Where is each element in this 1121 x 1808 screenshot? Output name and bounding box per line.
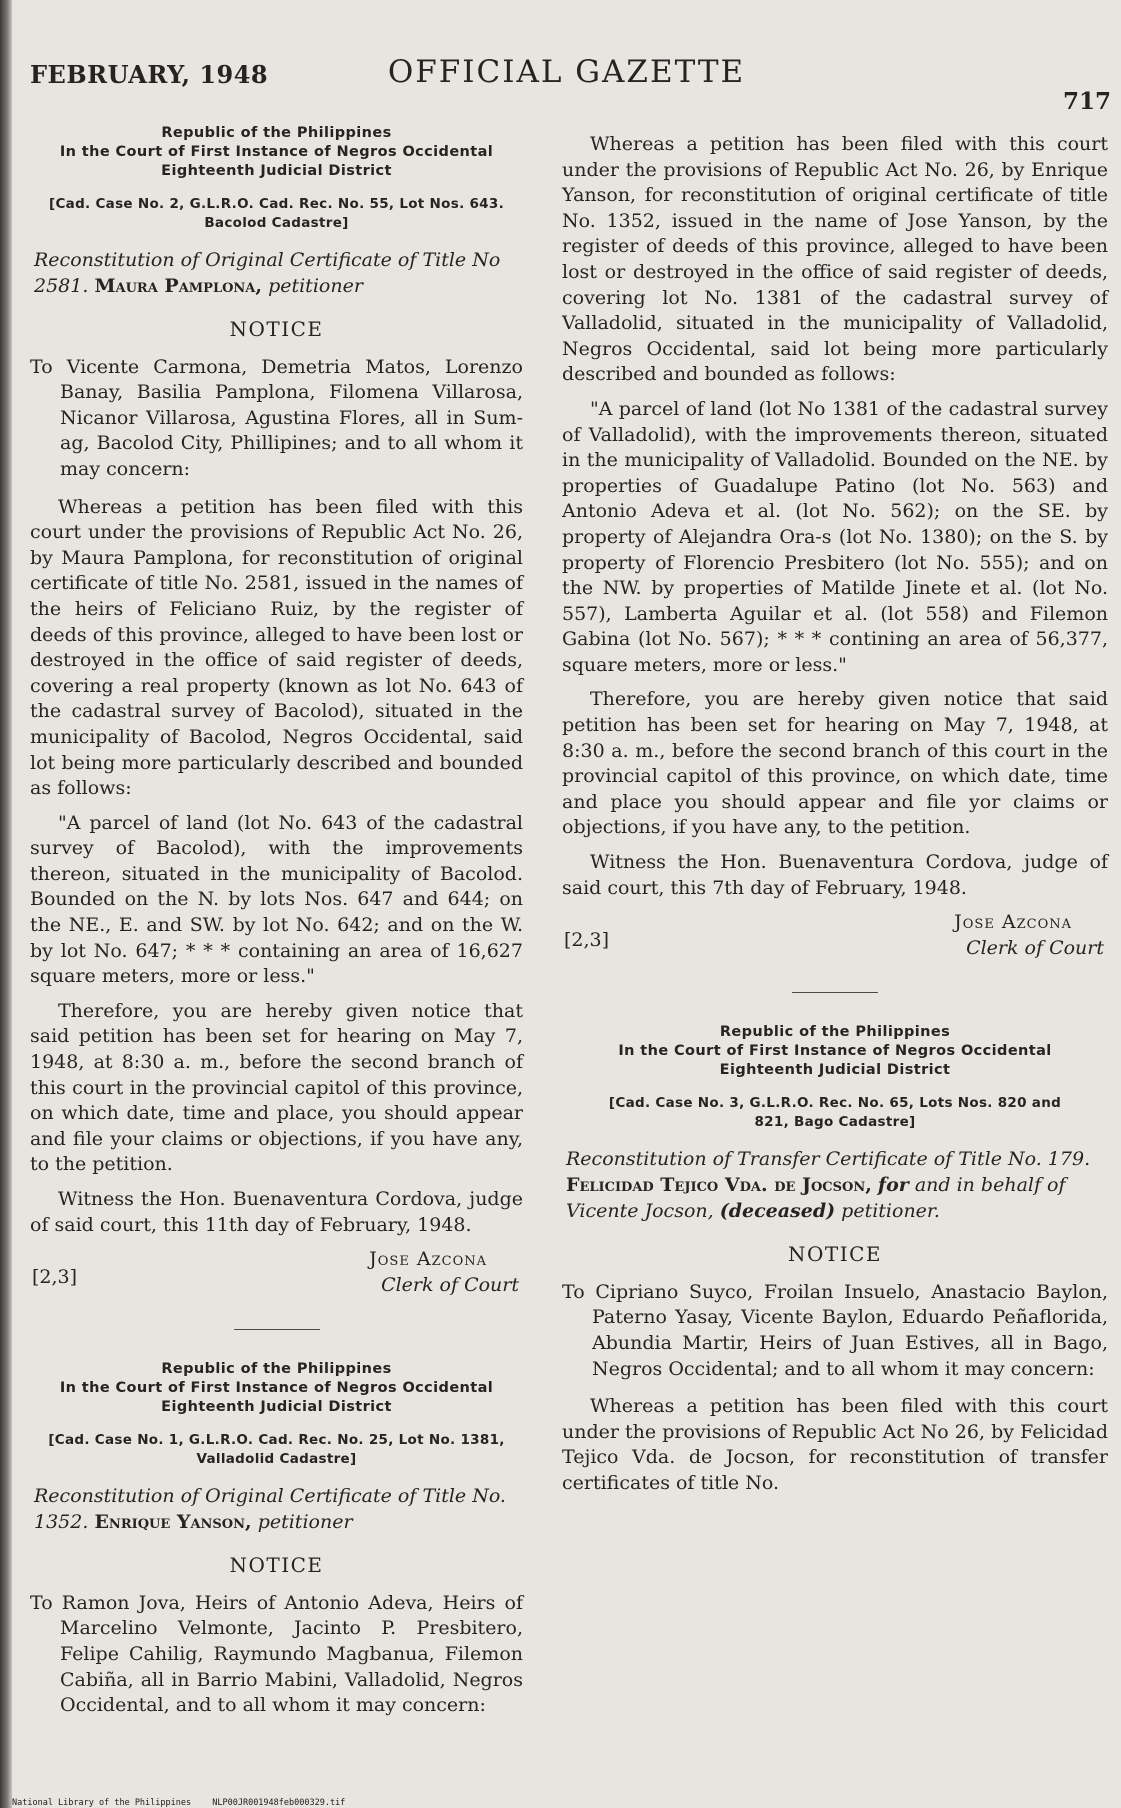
subject-text: Reconstitution of Original Certificate of Title No. 1352. xyxy=(34,1485,506,1534)
addressees-paragraph: To Ramon Jova, Heirs of Antonio Adeva, Heirs of Marcelino Velmonte, Jacinto P. Presbitero, Felipe Cahilig, Raymundo Magbanua, Filemon Cabiña, all in Barrio Mabini, Valladolid, Negros Occidental, and to all whom it may concern: xyxy=(30,1591,523,1717)
section-divider xyxy=(792,992,878,993)
addressees-paragraph: To Cipriano Suyco, Froilan Insuelo, Anastacio Baylon, Paterno Yasay, Vicente Baylon, Eduardo Peñaflorida, Abundia Martir, Heirs of Juan Estives, all in Bago, Negros Occidental; and to all whom it may concern: xyxy=(562,1280,1108,1380)
witness-paragraph: Witness the Hon. Buenaventura Cordova, judge of said court, this 7th day of February, 1948. xyxy=(562,851,1108,899)
petitioner-name: Maura Pamplona, xyxy=(94,275,263,297)
notice-heading xyxy=(562,1023,1108,1080)
petitioner-deceased: (deceased) xyxy=(719,1200,836,1223)
petitioner-for: for xyxy=(877,1174,909,1197)
subject-text: Reconstitution of Transfer Certificate of Title No. 179. xyxy=(566,1148,1091,1171)
notice-subject xyxy=(30,1483,523,1535)
case-reference-line-2: Bacolod Cadastre] xyxy=(204,215,349,231)
republic-line: Republic of the Philippines xyxy=(719,1024,951,1041)
court-line: In the Court of First Instance of Negros Occidental xyxy=(59,1380,494,1397)
witness-paragraph: Witness the Hon. Buenaventura Cordova, judge of said court, this 11th day of February, 1948. xyxy=(30,1188,523,1236)
whereas-paragraph: Whereas a petition has been filed with this court under the provisions of Republic Act No. 26, by Enrique Yanson, for reconstitution of original certificate of title No. 1352, issued in the name of Jose Yanson, by the register of deeds of this province, alleged to have been lost or destroyed in the office of said register of deeds, covering lot No. 1381 of the cadastral survey of Valladolid, situated in the municipality of Valladolid, Negros Occidental, said lot being more particularly described and bounded as follows: xyxy=(562,133,1108,386)
notice-heading xyxy=(30,1360,523,1417)
case-reference-line-2: Valladolid Cadastre] xyxy=(196,1451,357,1468)
notice-yanson xyxy=(30,1360,523,1719)
publication-reference: [2,3] xyxy=(32,1266,78,1289)
notice-title: NOTICE xyxy=(229,1553,324,1578)
petitioner-role: petitioner xyxy=(257,1511,353,1534)
notice-title: NOTICE xyxy=(229,317,324,341)
left-column xyxy=(30,124,523,1731)
section-divider xyxy=(234,1329,320,1330)
court-line: In the Court of First Instance of Negros Occidental xyxy=(59,144,494,160)
signatory-title: Clerk of Court xyxy=(381,1274,519,1297)
scan-footer xyxy=(12,1798,361,1808)
subject-text: Reconstitution of Original Certificate of Title No 2581. xyxy=(34,249,501,297)
notice-subject xyxy=(30,247,523,299)
signatory-title: Clerk of Court xyxy=(966,937,1104,960)
whereas-paragraph: Whereas a petition has been filed with this court under the provisions of Republic Act No. 26, by Maura Pamplona, for reconstitution of original certificate of title No. 2581, issued in the names of the heirs of Feliciano Ruiz, by the register of deeds of this province, alleged to have been lost or destroyed in the office of said register of deeds, covering a real property (known as lot No. 643 of the cadastral survey of Bacolod), situated in the municipality of Bacolod, Negros Occidental, said lot being more particularly described and bounded as follows: xyxy=(30,495,523,800)
district-line: Eighteenth Judicial District xyxy=(719,1062,951,1079)
district-line: Eighteenth Judicial District xyxy=(161,1399,392,1416)
republic-line: Republic of the Philippines xyxy=(161,1361,392,1378)
signatory-name: Jose Azcona xyxy=(369,1248,487,1271)
district-line: Eighteenth Judicial District xyxy=(161,163,392,179)
running-header-date: FEBRUARY, 1948 xyxy=(30,60,269,89)
signature-block xyxy=(30,1247,523,1309)
therefore-paragraph: Therefore, you are hereby given notice that said petition has been set for hearing on May 7, 1948, at 8:30 a. m., before the second branch of this court in the provincial capitol of this province, on which date, time and place, you should appear and file your claims or objections, if you have any, to the petition. xyxy=(30,999,523,1176)
republic-line: Republic of the Philippines xyxy=(161,125,392,141)
therefore-paragraph: Therefore, you are hereby given notice that said petition has been set for hearing on May 7, 1948, at 8:30 a. m., before the second branch of this court in the provincial capitol of this province, on which date, time and place you should appear and file yor claims or objections, if you have any, to the petition. xyxy=(562,688,1108,839)
land-description-paragraph: "A parcel of land (lot No 1381 of the cadastral survey of Valladolid), with the improvements thereon, situated in the municipality of Valladolid. Bounded on the NE. by properties of Guadalupe Patino (lot No. 563) and Antonio Adeva et al. (lot No. 562); on the SE. by property of Alejandra Ora-s (lot No. 1380); on the S. by property of Florencio Presbitero (lot No. 555); and on the NW. by properties of Matilde Jinete et al. (lot No. 557), Lamberta Aguilar et al. (lot 558) and Filemon Gabina (lot No. 567); * * * contining an area of 56,377, square meters, more or less." xyxy=(562,397,1108,676)
case-reference-line-1: [Cad. Case No. 1, G.L.R.O. Cad. Rec. No. 25, Lot No. 1381, xyxy=(48,1432,505,1449)
gazette-page xyxy=(12,0,1121,1808)
case-reference-line-1: [Cad. Case No. 2, G.L.R.O. Cad. Rec. No. 55, Lot Nos. 643. xyxy=(48,196,504,212)
petitioner-behalf: and in behalf of Vicente Jocson, xyxy=(566,1174,1066,1223)
right-column xyxy=(562,132,1108,1506)
land-description-paragraph: "A parcel of land (lot No. 643 of the cadastral survey of Bacolod), with the improvements thereon, situated in the municipality of Bacolod. Bounded on the N. by lots Nos. 647 and 644; on the NE., E. and SW. by lot No. 642; and on the W. by lot No. 647; * * * containing an area of 16,627 square meters, more or less." xyxy=(30,811,523,988)
page-number: 717 xyxy=(1062,88,1111,115)
court-line: In the Court of First Instance of Negros Occidental xyxy=(618,1043,1052,1060)
signatory-name: Jose Azcona xyxy=(954,911,1072,934)
notice-title: NOTICE xyxy=(787,1242,883,1267)
notice-heading xyxy=(30,124,523,181)
case-reference xyxy=(562,1094,1108,1132)
signature-block xyxy=(562,910,1108,972)
notice-pamplona xyxy=(30,124,523,1309)
case-reference-line-1: [Cad. Case No. 3, G.L.R.O. Rec. No. 65, Lots Nos. 820 and xyxy=(608,1095,1062,1112)
petitioner-role: petitioner xyxy=(268,275,363,297)
running-header-title: OFFICIAL GAZETTE xyxy=(387,54,746,90)
petitioner-name: Enrique Yanson, xyxy=(94,1511,252,1534)
petitioner-name: Felicidad Tejico Vda. de Jocson, xyxy=(566,1174,872,1197)
notice-subject xyxy=(562,1146,1108,1224)
petitioner-role: petitioner. xyxy=(841,1200,940,1223)
addressees-paragraph: To Vicente Carmona, Demetria Matos, Lorenzo Banay, Basilia Pamplona, Filomena Villarosa, Nicanor Villarosa, Agustina Flores, all in Sum-ag, Bacolod City, Phillipines; and to all whom it may concern: xyxy=(30,355,523,480)
notice-jocson xyxy=(562,1023,1108,1496)
book-spine-shadow xyxy=(0,0,12,1808)
scan-filename: NLP00JR001948feb000329.tif xyxy=(212,1798,346,1808)
library-credit: National Library of the Philippines xyxy=(12,1798,192,1808)
case-reference xyxy=(30,1431,523,1469)
case-reference-line-2: 821, Bago Cadastre] xyxy=(754,1114,916,1131)
whereas-paragraph: Whereas a petition has been filed with this court under the provisions of Republic Act No 26, by Felicidad Tejico Vda. de Jocson, for reconstitution of transfer certificates of title No. xyxy=(562,1395,1108,1494)
publication-reference: [2,3] xyxy=(564,929,610,952)
notice-yanson-continued xyxy=(562,132,1108,972)
case-reference xyxy=(30,195,523,233)
